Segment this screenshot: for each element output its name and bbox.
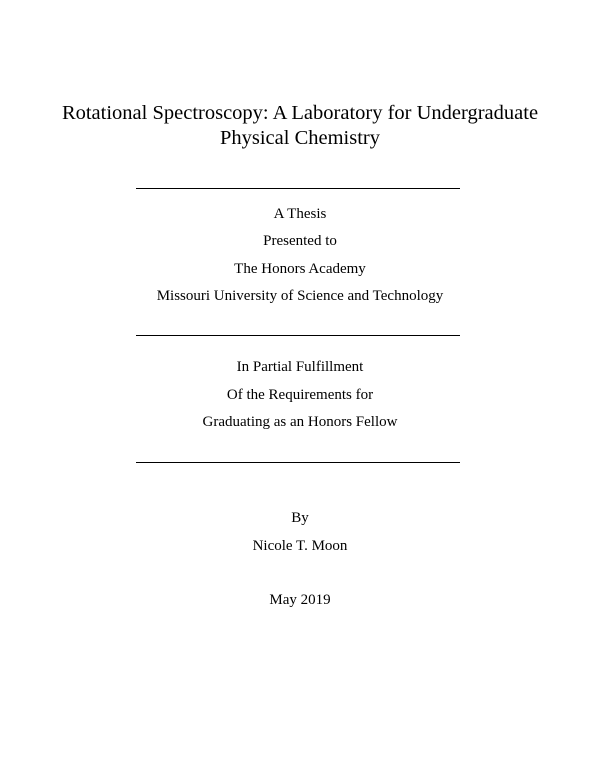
presented-to-label: Presented to <box>263 233 337 249</box>
divider-rule-3 <box>136 462 460 463</box>
thesis-title-line-1: Rotational Spectroscopy: A Laboratory for Undergraduate <box>61 102 539 124</box>
submission-date: May 2019 <box>269 592 331 608</box>
university-name: Missouri University of Science and Technology <box>156 288 444 304</box>
by-label: By <box>291 510 309 526</box>
academy-name: The Honors Academy <box>234 261 366 277</box>
thesis-title <box>0 101 600 151</box>
partial-fulfillment-text: In Partial Fulfillment <box>236 359 364 375</box>
divider-rule-2 <box>136 335 460 336</box>
divider-rule-1 <box>136 188 460 189</box>
thesis-title-line-2: Physical Chemistry <box>219 127 380 149</box>
honors-fellow-text: Graduating as an Honors Fellow <box>202 414 398 430</box>
thesis-label: A Thesis <box>273 206 327 222</box>
requirements-text: Of the Requirements for <box>226 387 374 403</box>
author-name: Nicole T. Moon <box>252 538 348 554</box>
